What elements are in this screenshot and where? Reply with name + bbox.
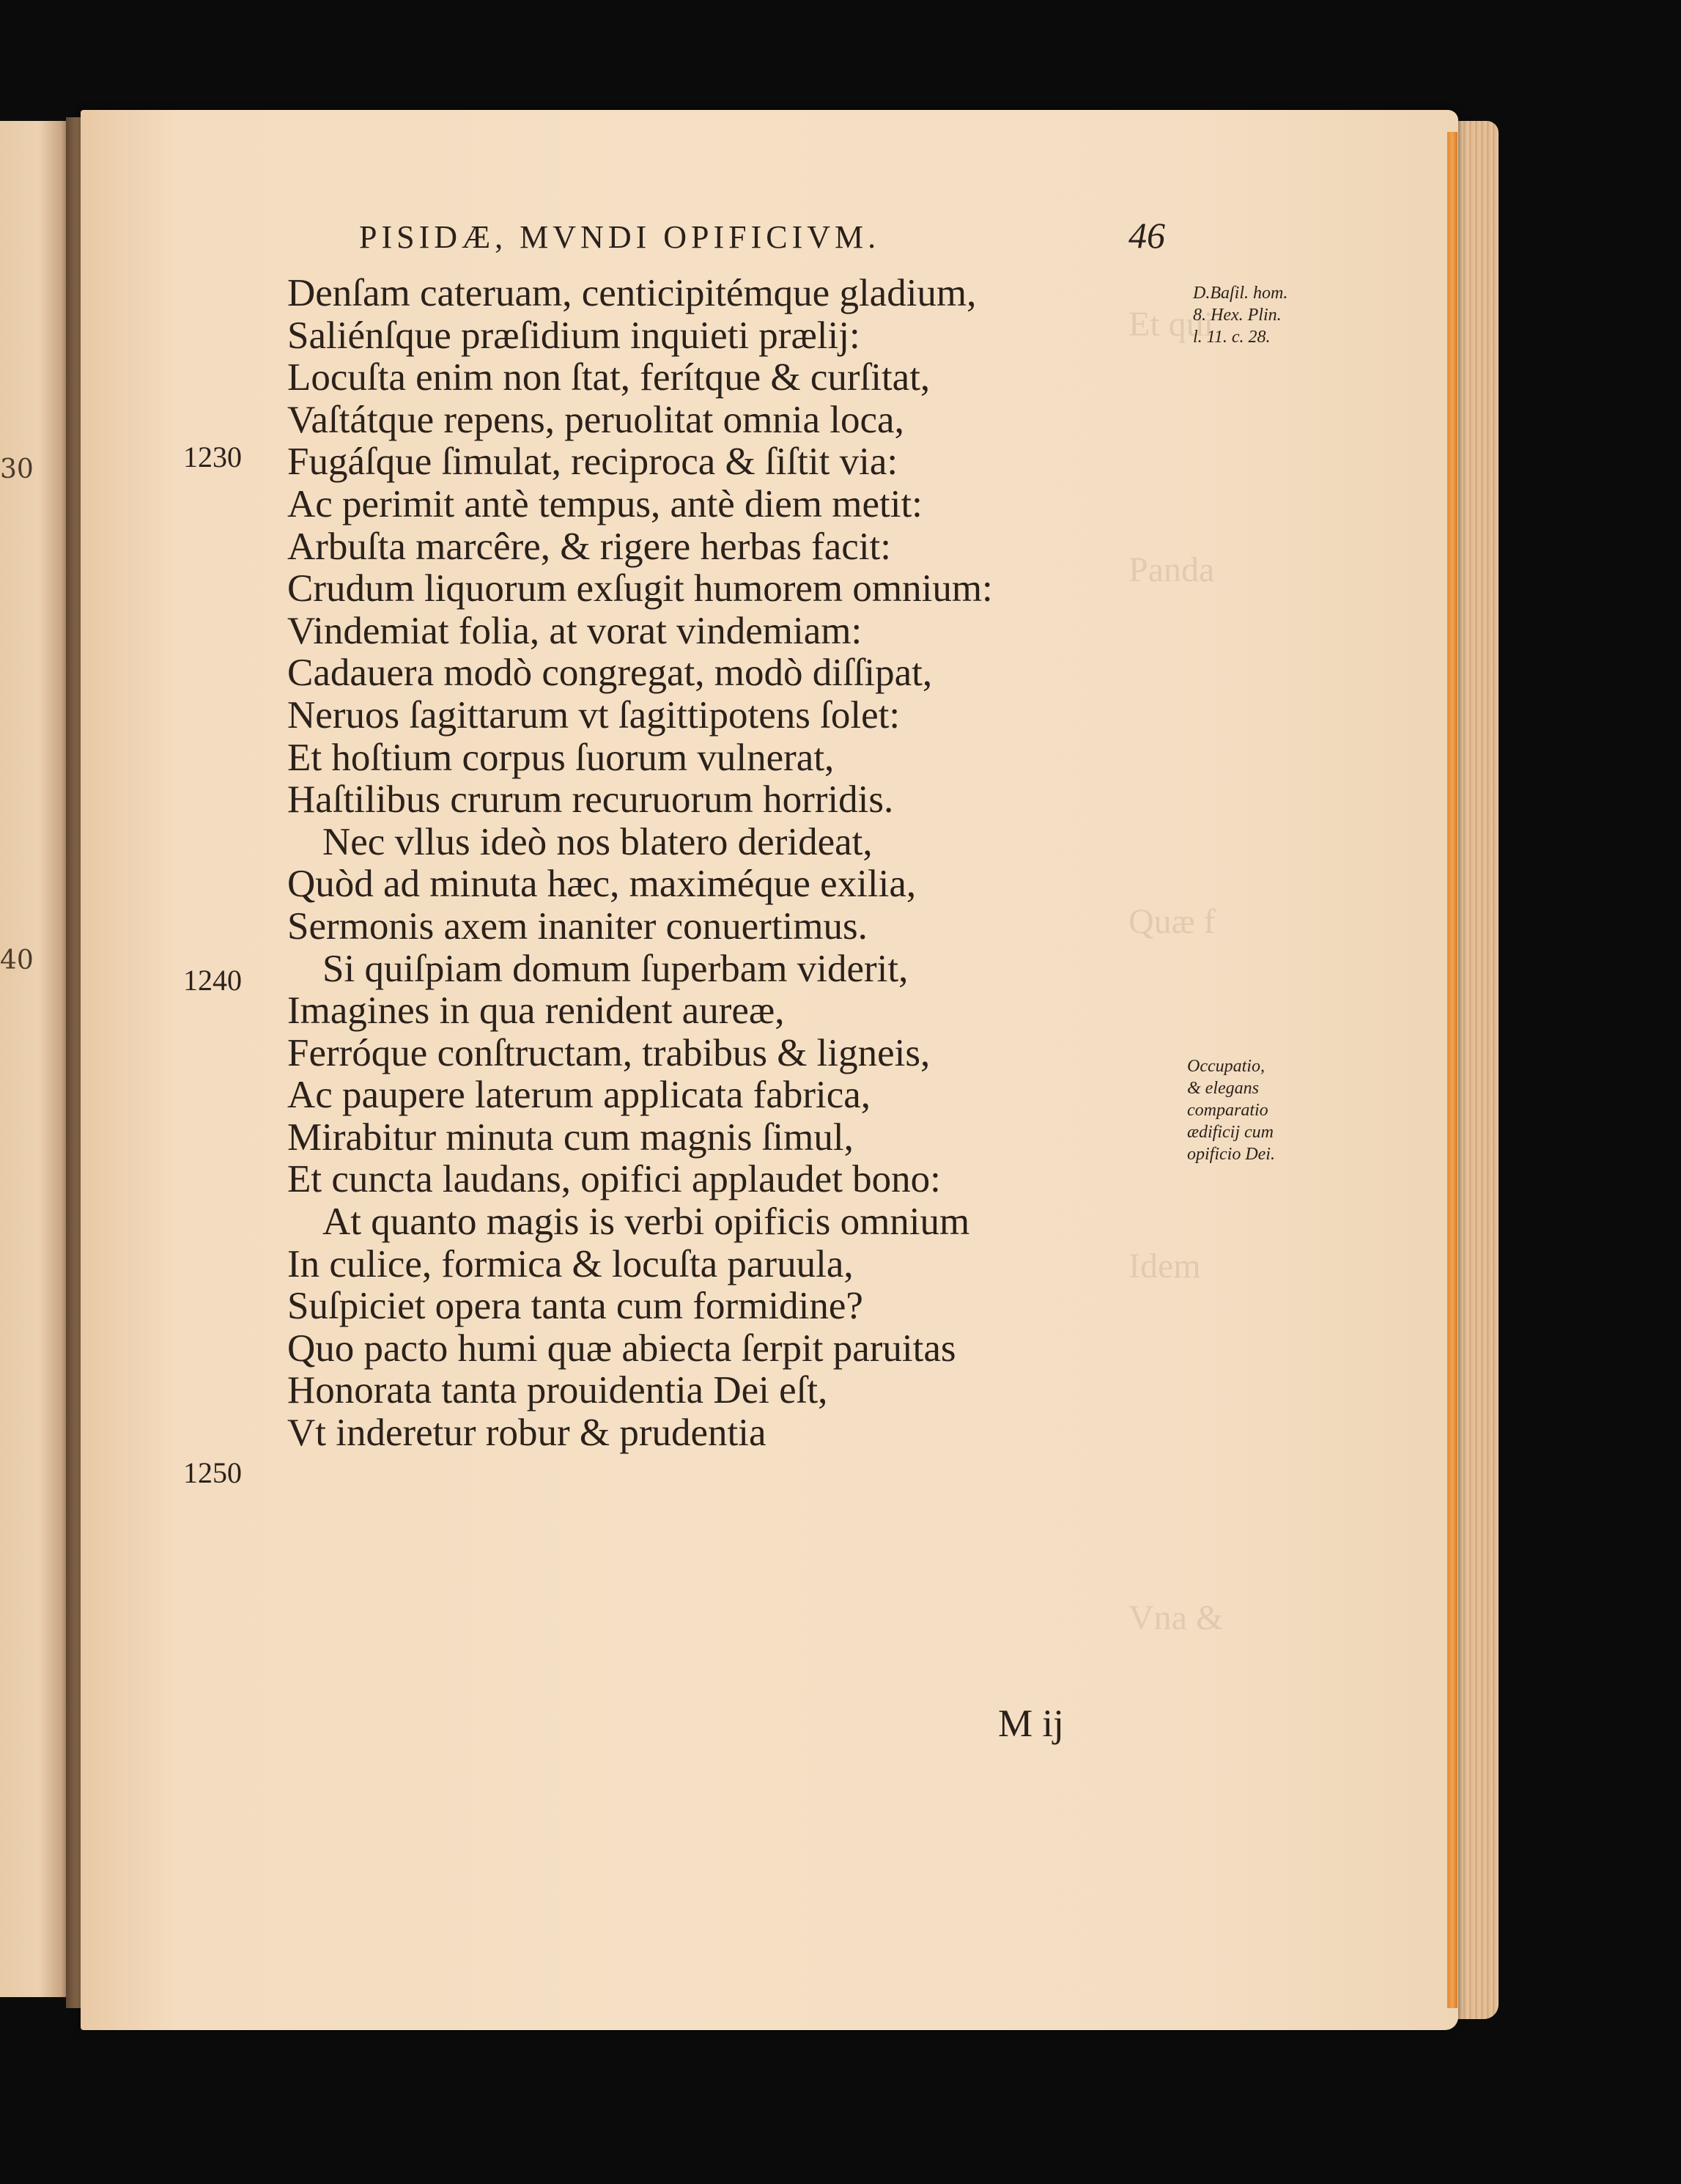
verse-line: Arbuſta marcêre, & rigere herbas facit: (287, 525, 892, 568)
verse-line-number: 1250 (183, 1456, 242, 1489)
verse-line: Haſtilibus crurum recuruorum horridis. (287, 778, 894, 822)
verse-line: Denſam cateruam, centicipitémque gladium, (287, 272, 977, 314)
verse-line: Cadauera modò congregat, modò diſſipat, (287, 652, 933, 695)
verse-line-number: 1240 (183, 964, 242, 997)
show-through-text: Idem (1128, 1247, 1201, 1285)
page-number: 46 (1128, 215, 1165, 256)
verse-line: Quòd ad minuta hæc, maximéque exilia, (287, 863, 917, 906)
verse-line: Vindemiat folia, at vorat vindemiam: (287, 609, 862, 652)
verse-line: Ferróque conſtructam, trabibus & ligneis, (287, 1031, 931, 1074)
verse-line: Suſpiciet opera tanta cum formidine? (287, 1285, 863, 1328)
margin-note-line: comparatio (1187, 1101, 1268, 1120)
signature-mark: M ij (998, 1702, 1064, 1745)
left-page-line-number: 40 (0, 945, 34, 975)
show-through-text: Panda (1128, 550, 1215, 589)
verse-line: Locuſta enim non ſtat, ferítque & curſitat, (287, 356, 931, 399)
verse-line: Et hoſtium corpus ſuorum vulnerat, (287, 736, 835, 779)
left-page-line-number: 30 (0, 454, 34, 484)
verse-line: Crudum liquorum exſugit humorem omnium: (287, 567, 993, 610)
verse-line: Saliénſque præſidium inquieti prælij: (287, 314, 860, 357)
margin-note-line: & elegans (1187, 1079, 1259, 1098)
margin-note-line: 8. Hex. Plin. (1193, 306, 1282, 325)
marginal-note-gloss (1187, 1055, 1275, 1165)
show-through-text: Vna & (1128, 1598, 1224, 1637)
margin-note-line: opificio Dei. (1187, 1145, 1275, 1164)
margin-note-line: ædificij cum (1187, 1123, 1274, 1142)
show-through-text: Et qui (1128, 305, 1213, 344)
verse-line: Quo pacto humi quæ abiecta ſerpit paruitas (287, 1327, 956, 1370)
margin-note-line: D.Baſil. hom. (1193, 284, 1288, 303)
verse-line-number: 1230 (183, 440, 242, 473)
margin-note-line: Occupatio, (1187, 1057, 1265, 1076)
verse-line: Neruos ſagittarum vt ſagittipotens ſolet: (287, 693, 901, 737)
verse-line: Fugáſque ſimulat, reciproca & ſiſtit via: (287, 440, 898, 484)
verse-block (287, 273, 1196, 1455)
verse-line: Vaſtátque repens, peruolitat omnia loca, (287, 398, 904, 441)
verse-line: Honorata tanta prouidentia Dei eſt, (287, 1369, 828, 1412)
verse-line: Imagines in qua renident aureæ, (287, 989, 785, 1033)
verse-line: Mirabitur minuta cum magnis ſimul, (287, 1115, 854, 1159)
verse-line: Vt inderetur robur & prudentia (287, 1412, 766, 1455)
running-head: PISIDÆ, MVNDI OPIFICIVM. (359, 219, 881, 255)
verse-line: Ac perimit antè tempus, antè diem metit: (287, 482, 923, 525)
verse-line: In culice, formica & locuſta paruula, (287, 1242, 854, 1285)
verse-line: Sermonis axem inaniter conuertimus. (287, 904, 868, 948)
page-edge-coloring (1447, 132, 1458, 2008)
verse-line: Et cuncta laudans, opifici applaudet bono: (287, 1158, 941, 1201)
margin-note-line: l. 11. c. 28. (1193, 328, 1271, 347)
verse-line: Ac paupere laterum applicata fabrica, (287, 1074, 871, 1117)
marginal-note-citation (1193, 282, 1287, 348)
verse-line: At quanto magis is verbi opificis omnium (322, 1200, 970, 1244)
left-page-edge (0, 121, 70, 1997)
verse-line: Si quiſpiam domum ſuperbam viderit, (322, 947, 909, 990)
verse-line: Nec vllus ideò nos blatero derideat, (322, 820, 873, 863)
show-through-text: Quæ f (1128, 902, 1216, 941)
page-fore-edge (1455, 121, 1499, 2019)
